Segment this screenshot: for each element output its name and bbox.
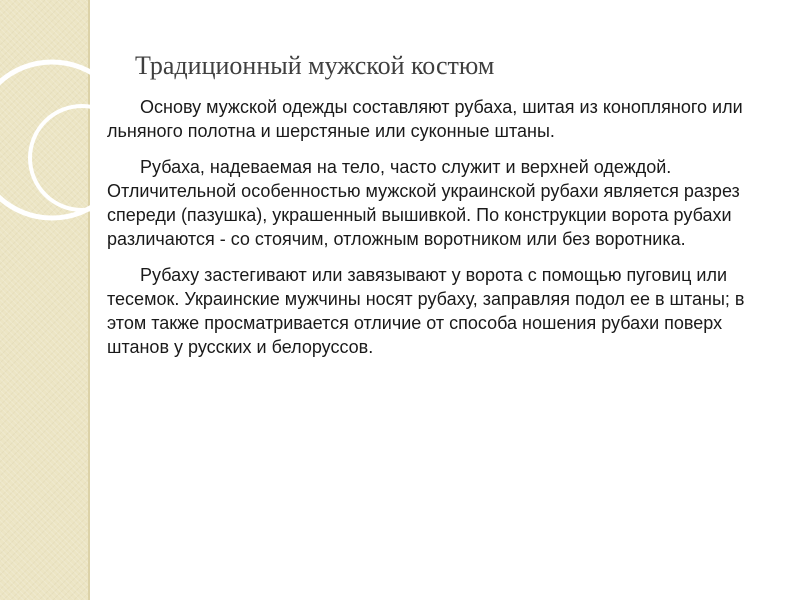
- slide-title: Традиционный мужской костюм: [135, 51, 495, 80]
- slide-body: [107, 95, 782, 371]
- paragraph-shirt-features: Рубаха, надеваемая на тело, часто служит и верхней одеждой. Отличительной особенностью мужской украинской рубахи является разрез спереди (пазушка), украшенный вышивкой. По конструкции ворота рубахи различаются - со стоячим, отложным воротником или без воротника.: [107, 157, 740, 249]
- paragraph-shirt-wearing: Рубаху застегивают или завязывают у ворота с помощью пуговиц или тесемок. Украинские мужчины носят рубаху, заправляя подол ее в штаны; в этом также просматривается отличие от способа ношения рубахи поверх штанов у русских и белоруссов.: [107, 265, 745, 357]
- paragraph-shirt-basics: Основу мужской одежды составляют рубаха, шитая из конопляного или льняного полотна и шерстяные или суконные штаны.: [107, 97, 743, 141]
